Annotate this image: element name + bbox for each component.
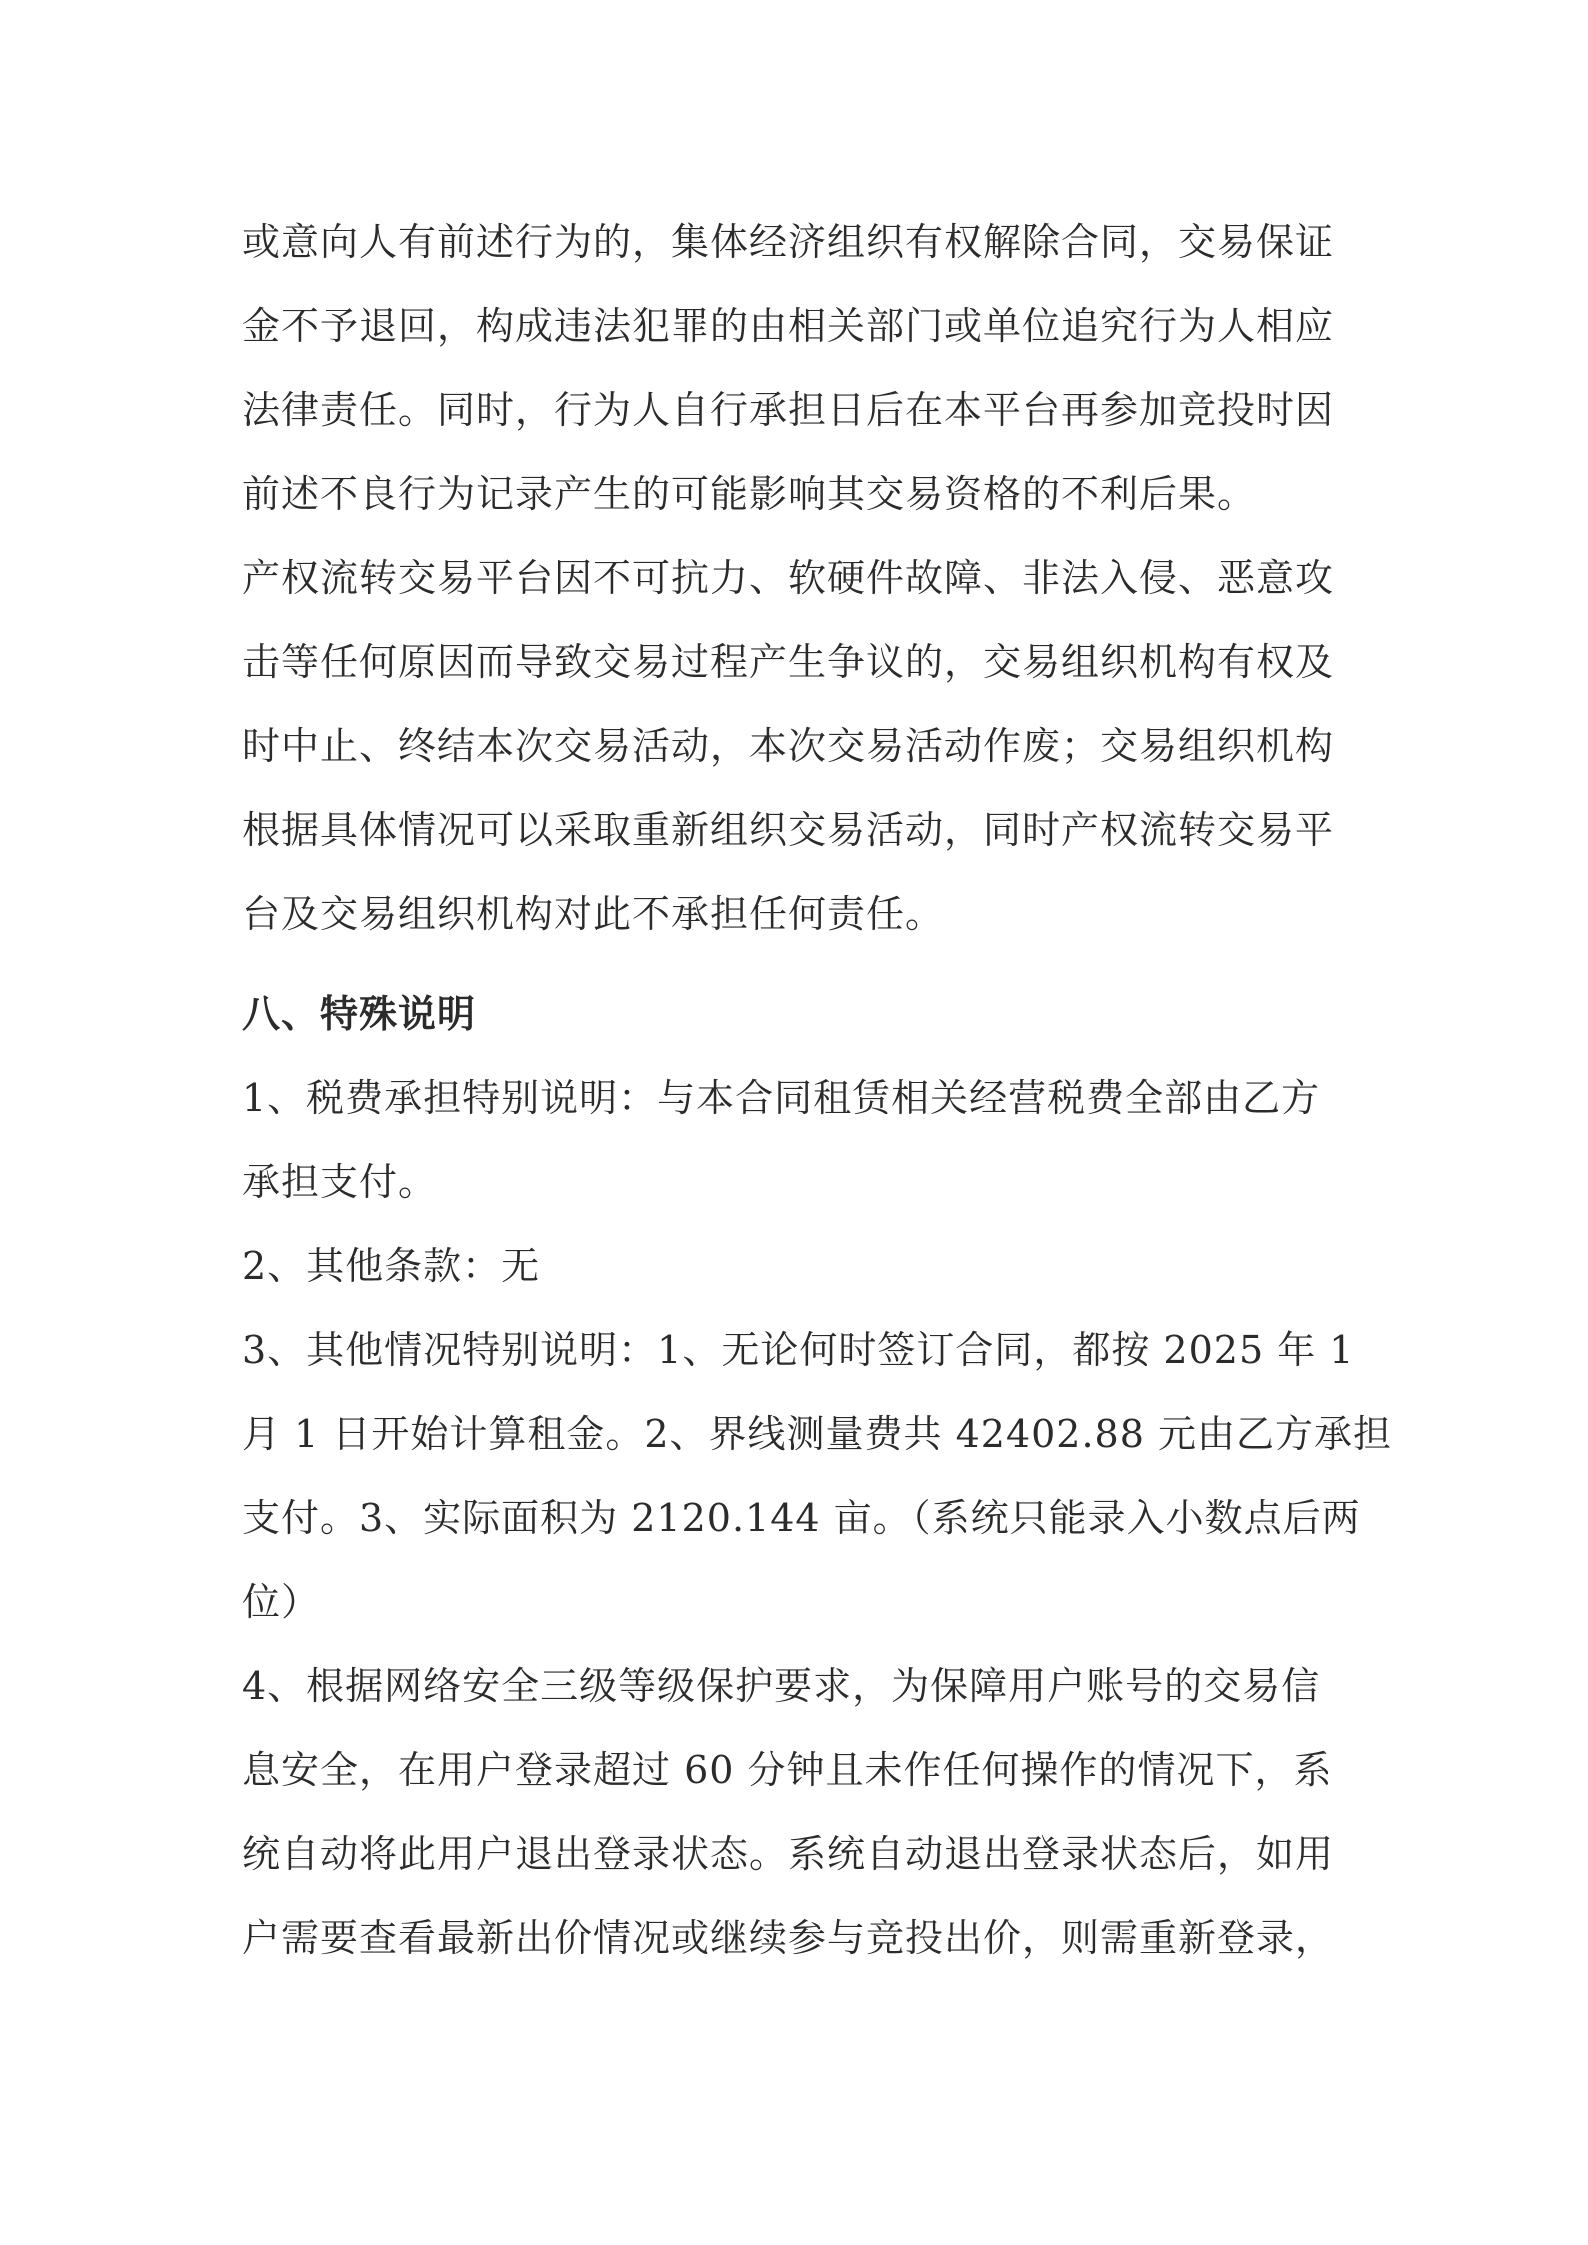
text-line: 或意向人有前述行为的，集体经济组织有权解除合同，交易保证 bbox=[242, 220, 1335, 264]
text-line: 承担支付。 bbox=[242, 1160, 438, 1204]
text-line: 2、其他条款：无 bbox=[242, 1244, 541, 1288]
item-security-logout bbox=[242, 1644, 1352, 1980]
text-line: 根据具体情况可以采取重新组织交易活动，同时产权流转交易平 bbox=[242, 808, 1335, 852]
text-line: 支付。3、实际面积为 2120.144 亩。（系统只能录入小数点后两 bbox=[242, 1496, 1361, 1540]
text-line: 1、税费承担特别说明：与本合同租赁相关经营税费全部由乙方 bbox=[242, 1076, 1321, 1120]
item-tax-burden bbox=[242, 1056, 1352, 1224]
text-line: 法律责任。同时，行为人自行承担日后在本平台再参加竞投时因 bbox=[242, 388, 1335, 432]
text-line: 金不予退回，构成违法犯罪的由相关部门或单位追究行为人相应 bbox=[242, 304, 1335, 348]
text-line: 台及交易组织机构对此不承担任何责任。 bbox=[242, 892, 945, 936]
text-line: 3、其他情况特别说明：1、无论何时签订合同，都按 2025 年 1 bbox=[242, 1328, 1355, 1372]
text-line: 月 1 日开始计算租金。2、界线测量费共 42402.88 元由乙方承担 bbox=[242, 1412, 1392, 1456]
paragraph-violation-consequences bbox=[242, 200, 1352, 536]
section-heading: 八、特殊说明 bbox=[242, 992, 477, 1036]
text-line: 时中止、终结本次交易活动，本次交易活动作废；交易组织机构 bbox=[242, 724, 1335, 768]
text-line: 4、根据网络安全三级等级保护要求，为保障用户账号的交易信 bbox=[242, 1664, 1321, 1708]
text-line: 统自动将此用户退出登录状态。系统自动退出登录状态后，如用 bbox=[242, 1832, 1335, 1876]
document-page bbox=[242, 200, 1392, 1980]
paragraph-platform-disclaimer bbox=[242, 536, 1352, 956]
text-line: 息安全，在用户登录超过 60 分钟且未作任何操作的情况下，系 bbox=[242, 1748, 1333, 1792]
text-line: 户需要查看最新出价情况或继续参与竞投出价，则需重新登录， bbox=[242, 1916, 1335, 1960]
text-line: 前述不良行为记录产生的可能影响其交易资格的不利后果。 bbox=[242, 472, 1257, 516]
text-line: 产权流转交易平台因不可抗力、软硬件故障、非法入侵、恶意攻 bbox=[242, 556, 1335, 600]
text-line: 击等任何原因而导致交易过程产生争议的，交易组织机构有权及 bbox=[242, 640, 1335, 684]
text-line: 位） bbox=[242, 1580, 321, 1624]
item-other-terms bbox=[242, 1224, 1352, 1308]
item-other-notes bbox=[242, 1308, 1392, 1644]
